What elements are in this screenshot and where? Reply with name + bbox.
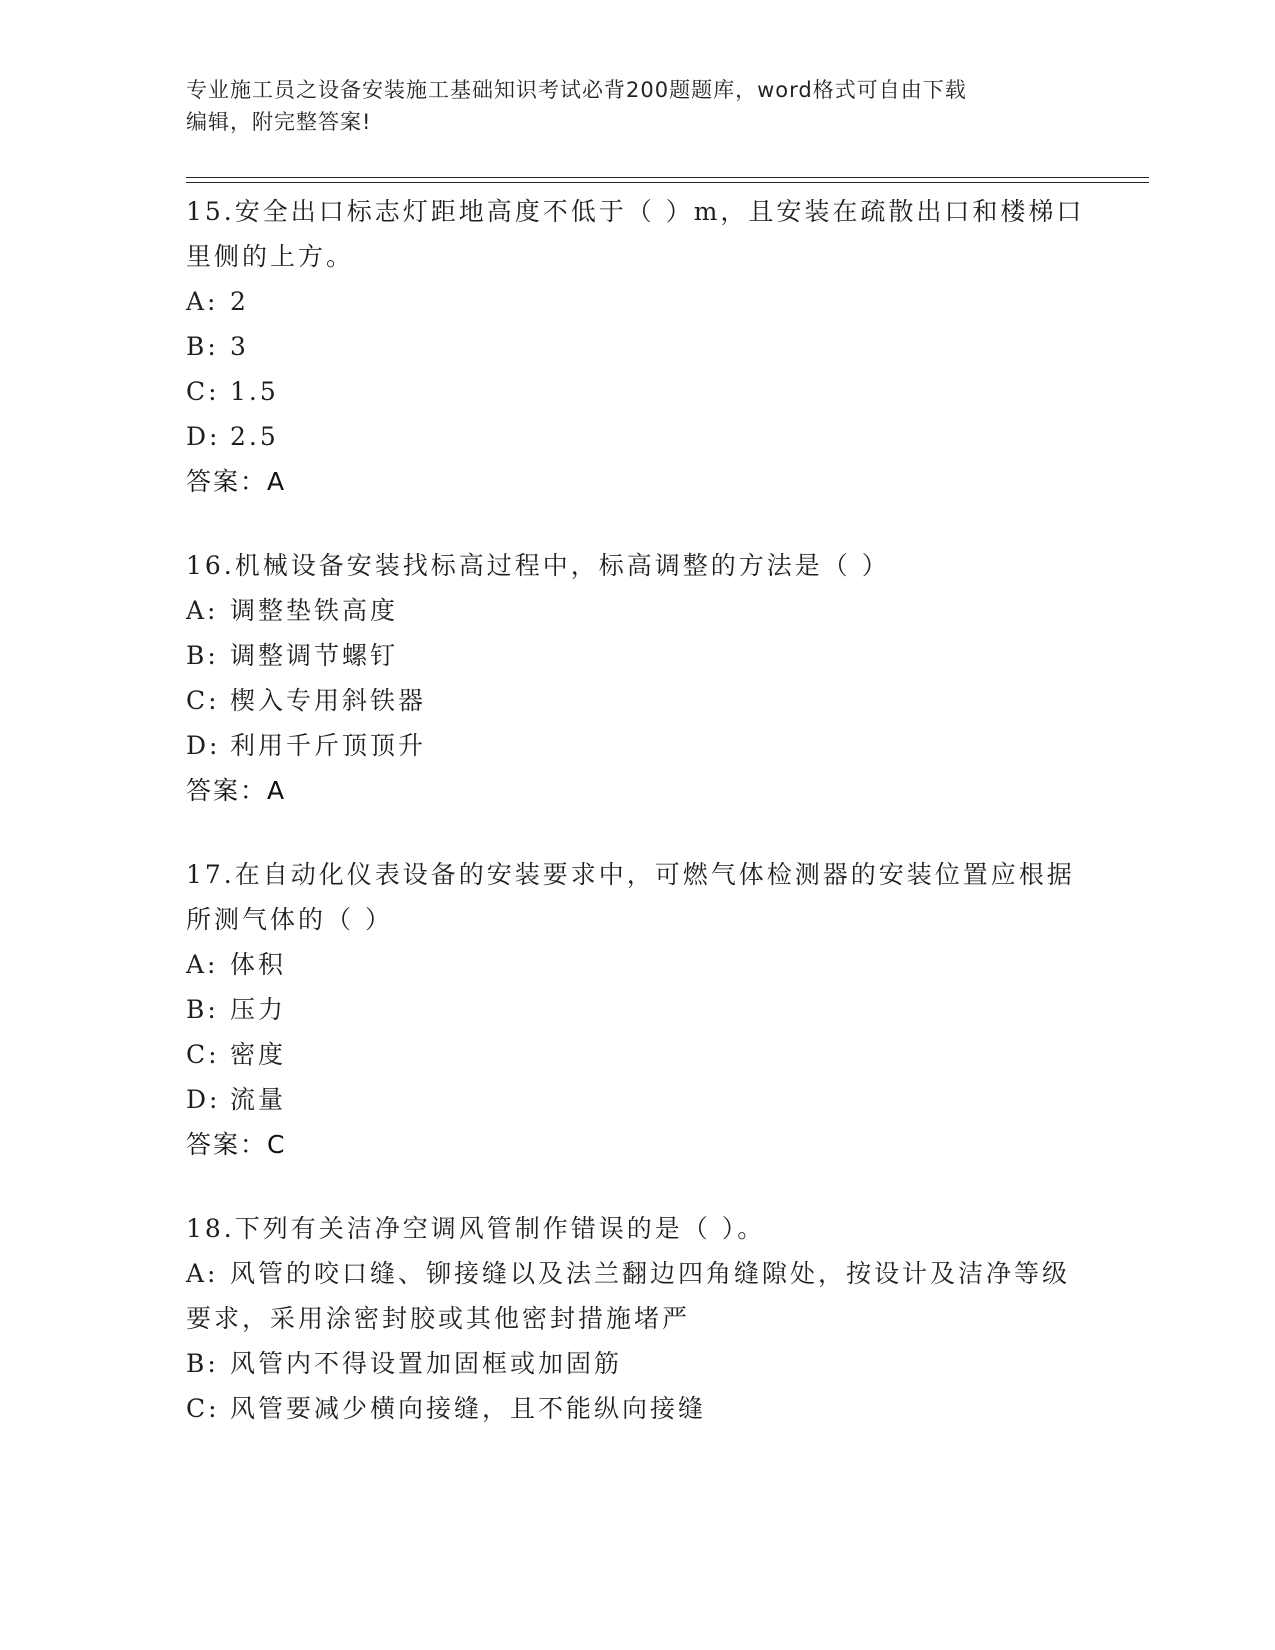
question-text: 16.机械设备安装找标高过程中，标高调整的方法是（ ） [186,551,890,580]
option-text: 风管要减少横向接缝，且不能纵向接缝 [230,1394,707,1423]
option-text: 密度 [230,1040,287,1069]
option-text: 楔入专用斜铁器 [230,686,427,715]
option-b [186,1341,1086,1386]
answer-line: 答案：C [186,1130,287,1159]
option-a [186,588,1086,633]
option-letter: C: [186,686,220,715]
option-d [186,414,1086,459]
question-16 [186,543,1086,813]
option-b [186,324,1086,369]
option-letter: A: [186,287,219,316]
answer-line: 答案：A [186,776,287,805]
option-text: 压力 [230,995,287,1024]
option-letter: A: [186,950,219,979]
option-letter: D: [186,1085,221,1114]
option-text: 调整调节螺钉 [230,641,399,670]
option-a [186,1251,1086,1341]
option-a [186,942,1086,987]
option-c [186,1386,1086,1431]
option-letter: A: [186,1259,219,1288]
option-c [186,678,1086,723]
question-text: 15.安全出口标志灯距地高度不低于（ ）m，且安装在疏散出口和楼梯口里侧的上方。 [186,197,1085,271]
option-text: 体积 [230,950,287,979]
header-divider-top [186,177,1149,178]
question-text: 18.下列有关洁净空调风管制作错误的是（ ）。 [186,1214,766,1243]
option-text: 调整垫铁高度 [230,596,399,625]
option-letter: B: [186,641,219,670]
option-text: 2 [230,287,249,316]
option-letter: C: [186,1040,220,1069]
document-header [186,74,1086,138]
option-text: 1.5 [230,377,279,406]
option-text: 利用千斤顶顶升 [230,731,427,760]
option-text: 3 [230,332,249,361]
option-letter: D: [186,731,221,760]
option-letter: C: [186,1394,220,1423]
header-title-line-2: 编辑，附完整答案! [186,110,372,134]
question-17 [186,852,1086,1167]
answer-line: 答案：A [186,467,287,496]
option-letter: A: [186,596,219,625]
option-d [186,1077,1086,1122]
question-15 [186,189,1086,504]
option-text: 流量 [230,1085,287,1114]
header-title-line-1: 专业施工员之设备安装施工基础知识考试必背200题题库，word格式可自由下载 [186,78,967,102]
option-b [186,987,1086,1032]
option-c [186,1032,1086,1077]
option-text: 风管的咬口缝、铆接缝以及法兰翻边四角缝隙处，按设计及洁净等级要求，采用涂密封胶或其他密封措施堵严 [186,1259,1071,1333]
question-text: 17.在自动化仪表设备的安装要求中，可燃气体检测器的安装位置应根据所测气体的（ ） [186,860,1075,934]
option-d [186,723,1086,768]
question-18 [186,1206,1086,1431]
option-text: 风管内不得设置加固框或加固筋 [230,1349,623,1378]
option-a [186,279,1086,324]
option-text: 2.5 [230,422,279,451]
option-letter: D: [186,422,221,451]
option-letter: B: [186,332,219,361]
option-c [186,369,1086,414]
header-divider-bottom [186,182,1149,183]
option-b [186,633,1086,678]
option-letter: B: [186,1349,219,1378]
question-list [186,189,1086,1470]
option-letter: B: [186,995,219,1024]
option-letter: C: [186,377,220,406]
